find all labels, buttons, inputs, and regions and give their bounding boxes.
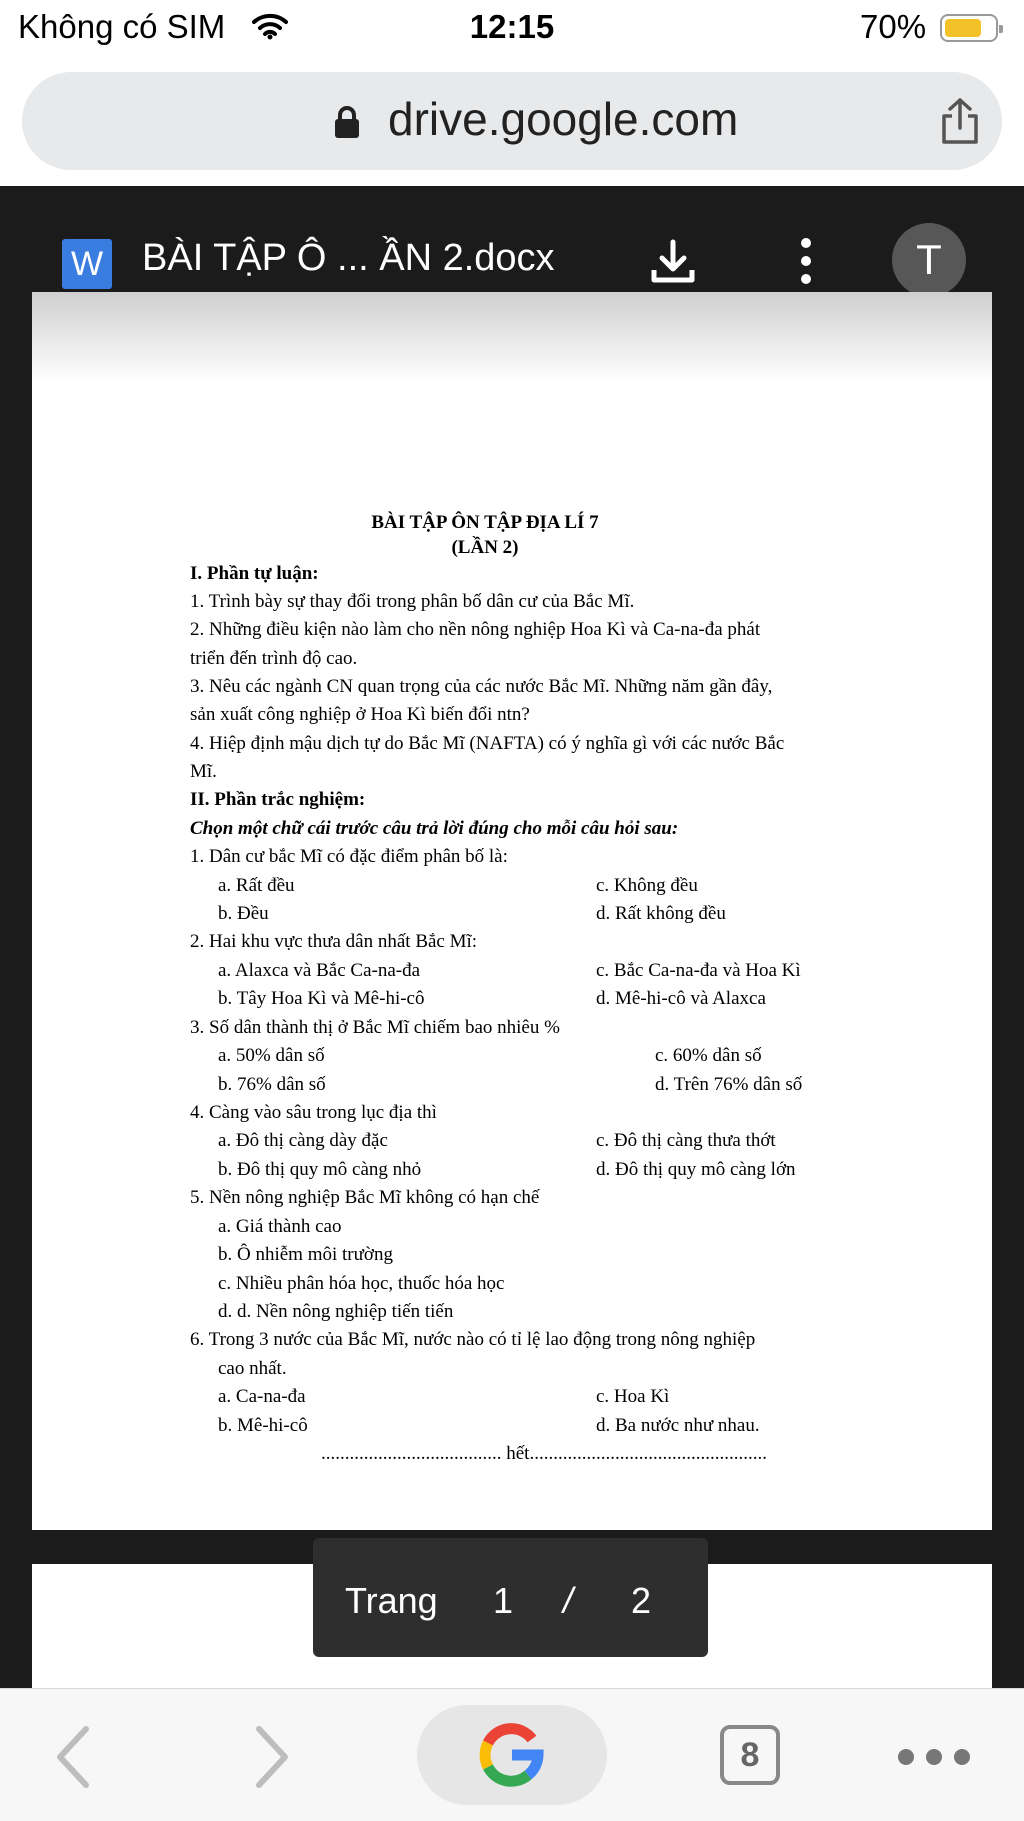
- essay-line: 1. Trình bày sự thay đổi trong phân bố dân cư của Bắc Mĩ.: [190, 591, 635, 612]
- browser-bottom-bar: [0, 1688, 1024, 1821]
- more-vert-icon[interactable]: [792, 236, 820, 286]
- google-search-button[interactable]: [417, 1705, 607, 1805]
- option: a. Rất đều: [218, 875, 295, 896]
- file-title: BÀI TẬP Ô ... ẦN 2.docx: [142, 237, 555, 279]
- lock-icon: [332, 105, 362, 139]
- option: d. Trên 76% dân số: [655, 1074, 803, 1095]
- essay-line: 2. Những điều kiện nào làm cho nền nông nghiệp Hoa Kì và Ca-na-đa phát: [190, 619, 761, 640]
- essay-line: Mĩ.: [190, 761, 217, 782]
- option: c. Bắc Ca-na-đa và Hoa Kì: [596, 960, 801, 981]
- doc-title: BÀI TẬP ÔN TẬP ĐỊA LÍ 7: [371, 512, 599, 533]
- option: a. Đô thị càng dày đặc: [218, 1130, 388, 1151]
- viewer-header: [0, 186, 1024, 296]
- question-6: 6. Trong 3 nước của Bắc Mĩ, nước nào có tỉ lệ lao động trong nông nghiệp: [190, 1329, 756, 1350]
- pager-separator: /: [563, 1580, 574, 1621]
- option: a. Giá thành cao: [218, 1216, 342, 1237]
- instruction: Chọn một chữ cái trước câu trả lời đúng cho mỗi câu hỏi sau:: [190, 818, 679, 839]
- account-avatar[interactable]: T: [892, 223, 966, 297]
- option: a. Ca-na-đa: [218, 1386, 306, 1407]
- document-viewer: [0, 186, 1024, 1688]
- option: d. Mê-hi-cô và Alaxca: [596, 988, 766, 1009]
- pager-current: 1: [493, 1580, 514, 1621]
- forward-icon[interactable]: [253, 1725, 293, 1789]
- option: b. 76% dân số: [218, 1074, 326, 1095]
- option: a. Alaxca và Bắc Ca-na-đa: [218, 960, 421, 981]
- option: d. Ba nước như nhau.: [596, 1415, 760, 1436]
- carrier-label: Không có SIM: [18, 8, 226, 45]
- option: c. Hoa Kì: [596, 1386, 670, 1407]
- option: c. Đô thị càng thưa thớt: [596, 1130, 776, 1151]
- address-bar[interactable]: [22, 72, 1002, 170]
- question-3: 3. Số dân thành thị ở Bắc Mĩ chiếm bao nhiêu %: [190, 1017, 560, 1038]
- section1-heading: I. Phần tự luận:: [190, 563, 319, 584]
- status-bar: [0, 0, 1024, 58]
- question-5: 5. Nền nông nghiệp Bắc Mĩ không có hạn chế: [190, 1187, 540, 1208]
- back-icon[interactable]: [52, 1725, 92, 1789]
- end-line: ...................................... hết..................................................: [321, 1443, 767, 1464]
- pager-label: Trang: [345, 1580, 438, 1621]
- option: c. Không đều: [596, 875, 698, 896]
- tabs-count-button[interactable]: 8: [720, 1725, 780, 1785]
- option: d. d. Nền nông nghiệp tiến tiến: [218, 1301, 454, 1322]
- essay-line: triển đến trình độ cao.: [190, 648, 358, 669]
- option: c. 60% dân số: [655, 1045, 762, 1066]
- essay-line: sản xuất công nghiệp ở Hoa Kì biến đổi ntn?: [190, 704, 530, 725]
- page-indicator: [313, 1538, 708, 1657]
- doc-subtitle: (LẦN 2): [451, 537, 519, 558]
- google-icon: [478, 1721, 546, 1789]
- question-2: 2. Hai khu vực thưa dân nhất Bắc Mĩ:: [190, 931, 478, 952]
- essay-line: 4. Hiệp định mậu dịch tự do Bắc Mĩ (NAFTA) có ý nghĩa gì với các nước Bắc: [190, 733, 785, 754]
- document-page-1: [32, 292, 992, 1530]
- option: d. Đô thị quy mô càng lớn: [596, 1159, 796, 1180]
- option: b. Ô nhiễm môi trường: [218, 1244, 393, 1265]
- option: b. Đô thị quy mô càng nhỏ: [218, 1159, 422, 1180]
- clock: 12:15: [469, 8, 555, 45]
- option: b. Tây Hoa Kì và Mê-hi-cô: [218, 988, 425, 1009]
- browser-toolbar: [0, 58, 1024, 186]
- battery-percent: 70%: [860, 8, 927, 45]
- option: c. Nhiều phân hóa học, thuốc hóa học: [218, 1273, 505, 1294]
- more-horiz-icon[interactable]: [896, 1747, 972, 1767]
- question-1: 1. Dân cư bắc Mĩ có đặc điểm phân bố là:: [190, 846, 508, 867]
- option: b. Mê-hi-cô: [218, 1415, 308, 1436]
- share-icon[interactable]: [938, 96, 982, 146]
- battery-icon: [940, 14, 998, 42]
- option: b. Đều: [218, 903, 269, 924]
- pager-total: 2: [631, 1580, 652, 1621]
- option: a. 50% dân số: [218, 1045, 325, 1066]
- essay-line: 3. Nêu các ngành CN quan trọng của các nước Bắc Mĩ. Những năm gần đây,: [190, 676, 773, 697]
- question-4: 4. Càng vào sâu trong lục địa thì: [190, 1102, 437, 1123]
- download-icon[interactable]: [648, 236, 698, 286]
- section2-heading: II. Phần trắc nghiệm:: [190, 789, 366, 810]
- url-text: drive.google.com: [388, 93, 739, 145]
- option: d. Rất không đều: [596, 903, 726, 924]
- question-6-cont: cao nhất.: [218, 1358, 287, 1379]
- word-file-icon: W: [62, 239, 112, 289]
